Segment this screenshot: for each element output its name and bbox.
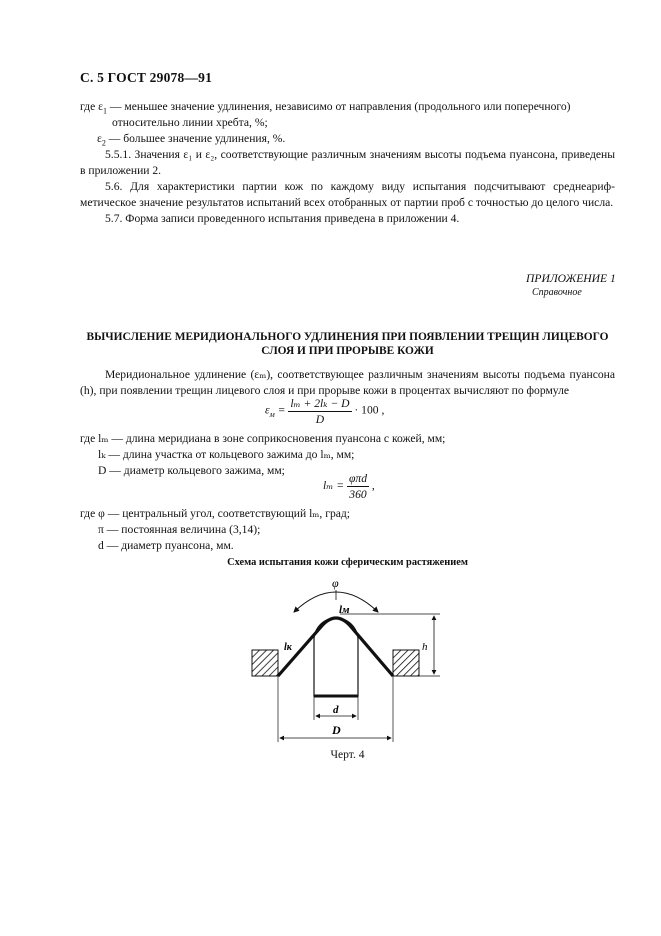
- left-clamp: [252, 650, 278, 676]
- D-label: D: [332, 723, 341, 737]
- figure-title: Схема испытания кожи сферическим растяжением: [227, 557, 468, 568]
- leather-sample: [278, 618, 393, 676]
- paragraph-5-5-1: 5.5.1. Значения ε₁ и ε₂, соответствующие различным значениям высоты подъема пуансона, приведены в приложении 2.: [80, 148, 615, 177]
- def-lm: где lₘ — длина меридиана в зоне соприкосновения пуансона с кожей, мм;: [80, 432, 446, 445]
- right-clamp: [393, 650, 419, 676]
- eps2-definition: $\varepsilon_2$ — большее значение удлинения, %.: [97, 132, 286, 148]
- formula-elongation: $\varepsilon_м$ = $\frac{\text{lₘ + 2lₖ − D}}{D}$ · 100 ,: [265, 397, 385, 426]
- def-pi: π — постоянная величина (3,14);: [98, 523, 261, 536]
- h-label: h: [422, 641, 428, 653]
- lk-label: lк: [284, 642, 292, 653]
- figure-caption: Черт. 4: [330, 748, 365, 761]
- appendix-label: ПРИЛОЖЕНИЕ 1 Справочное: [526, 272, 616, 298]
- def-D: D — диаметр кольцевого зажима, мм;: [98, 464, 285, 477]
- appendix-sublabel: Справочное: [532, 287, 582, 298]
- def-phi: где φ — центральный угол, соответствующий lₘ, град;: [80, 507, 351, 520]
- section-title: ВЫЧИСЛЕНИЕ МЕРИДИОНАЛЬНОГО УДЛИНЕНИЯ ПРИ ПОЯВЛЕНИИ ТРЕЩИН ЛИЦЕВОГО СЛОЯ И ПРИ ПРОРЫВЕ КОЖИ: [86, 331, 609, 357]
- formula-lm: lₘ = $\frac{\text{φπd}}{360}$ ,: [323, 472, 375, 501]
- paragraph-5-7: 5.7. Форма записи проведенного испытания приведена в приложении 4.: [105, 212, 460, 225]
- d-label: d: [333, 704, 339, 716]
- lm-label: lм: [339, 604, 350, 616]
- def-lk: lₖ — длина участка от кольцевого зажима до lₘ, мм;: [98, 448, 355, 461]
- paragraph-5-6: 5.6. Для характеристики партии кож по каждому виду испытания подсчитывают среднеарифметическое значение результатов испытаний всех отобранных от партии проб с точностью до целого числа.: [80, 180, 615, 209]
- def-d: d — диаметр пуансона, мм.: [98, 539, 234, 552]
- page-header: С. 5 ГОСТ 29078—91: [80, 70, 213, 85]
- intro-paragraph: Меридиональное удлинение (εₘ), соответствующее различным значениям высоты подъема пуансона (h), при появлении трещин лицевого слоя и при прорыве кожи в процентах вычисляют по формуле: [80, 368, 615, 397]
- eps1-definition: где $\varepsilon_1$ — меньшее значение удлинения, независимо от направления (продольного или поперечного): [80, 100, 571, 116]
- phi-label: φ: [332, 576, 339, 590]
- eps1-definition-cont: относительно линии хребта, %;: [112, 116, 268, 129]
- test-scheme-diagram: [240, 570, 460, 745]
